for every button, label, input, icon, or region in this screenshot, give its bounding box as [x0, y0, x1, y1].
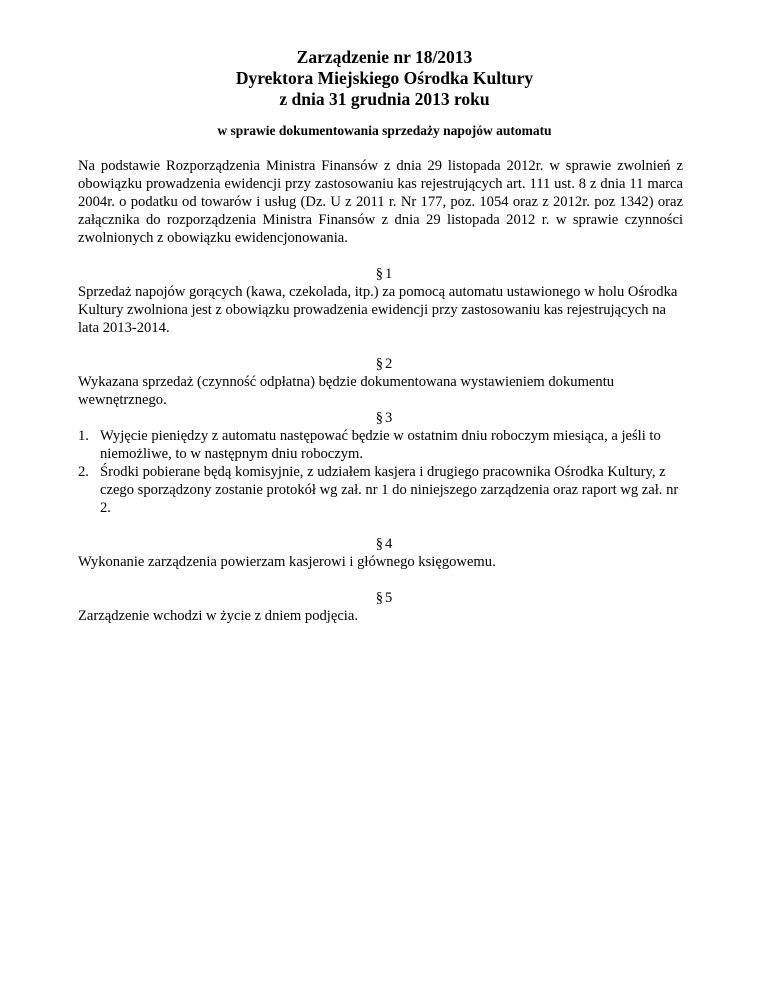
- section-2-mark: §2: [375, 356, 395, 372]
- preamble-paragraph: Na podstawie Rozporządzenia Ministra Finansów z dnia 29 listopada 2012r. w sprawie zwolnień z obowiązku prowadzenia ewidencji przy zastosowaniu kas rejestrujących art. 111 ust. 8 z dnia 11 marca 2004r. o podatku od towarów i usług (Dz. U z 2011 r. Nr 177, poz. 1054 oraz z 2012r. poz 1342) oraz załącznika do rozporządzenia Ministra Finansów z dnia 29 listopada 2012 r. w sprawie czynności zwolnionych z obowiązku ewidencjonowania.: [78, 158, 683, 246]
- document-title: [86, 47, 683, 110]
- section-1-mark: §1: [375, 266, 395, 282]
- section-4-text: Wykonanie zarządzenia powierzam kasjerowi i głównego księgowemu.: [78, 554, 496, 570]
- title-line-1: Zarządzenie nr 18/2013: [296, 47, 473, 67]
- title-line-3: z dnia 31 grudnia 2013 roku: [279, 89, 490, 109]
- section-1-text: Sprzedaż napojów gorących (kawa, czekolada, itp.) za pomocą automatu ustawionego w holu Ośrodka Kultury zwolniona jest z obowiązku prowadzenia ewidencji przy zastosowaniu kas rejestrujących na lata 2013-2014.: [78, 284, 678, 336]
- list-item-number: 2.: [78, 464, 89, 480]
- section-3-mark: §3: [375, 410, 395, 426]
- title-line-2: Dyrektora Miejskiego Ośrodka Kultury: [235, 68, 534, 88]
- section-4-mark: §4: [375, 536, 395, 552]
- section-3-list: [78, 427, 683, 517]
- list-item-number: 1.: [78, 428, 89, 444]
- list-item: [78, 427, 683, 463]
- section-5-text: Zarządzenie wchodzi w życie z dniem podjęcia.: [78, 608, 358, 624]
- list-item-text: Środki pobierane będą komisyjnie, z udziałem kasjera i drugiego pracownika Ośrodka Kultury, z czego sporządzony zostanie protokół wg zał. nr 1 do niniejszego zarządzenia oraz raport wg zał. nr 2.: [100, 464, 679, 516]
- section-5-mark: §5: [375, 590, 395, 606]
- list-item-text: Wyjęcie pieniędzy z automatu następować będzie w ostatnim dniu roboczym miesiąca, a jeśli to niemożliwe, to w następnym dniu roboczym.: [100, 428, 661, 462]
- list-item: [78, 463, 683, 517]
- document-subject: w sprawie dokumentowania sprzedaży napojów automatu: [217, 123, 552, 138]
- section-2-text: Wykazana sprzedaż (czynność odpłatna) będzie dokumentowana wystawieniem dokumentu wewnętrznego.: [78, 374, 615, 408]
